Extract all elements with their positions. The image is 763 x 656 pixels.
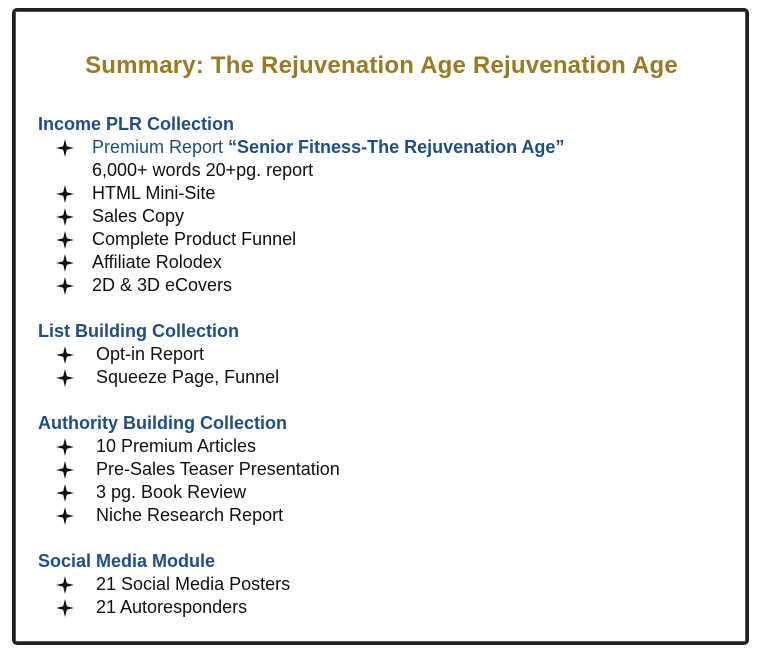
- section-heading-income-plr: Income PLR Collection: [38, 114, 235, 134]
- list-item-detail: 6,000+ words 20+pg. report: [92, 160, 314, 180]
- list-item-label: 3 pg. Book Review: [96, 482, 247, 502]
- four-point-star-icon: [56, 438, 74, 456]
- list-item: [56, 574, 656, 597]
- four-point-star-icon: [56, 277, 74, 295]
- list-item-label: Complete Product Funnel: [92, 229, 297, 249]
- list-item-label: 10 Premium Articles: [96, 436, 257, 456]
- four-point-star-icon: [56, 599, 74, 617]
- list-item-label: Niche Research Report: [96, 505, 284, 525]
- list-item-label: 21 Social Media Posters: [96, 574, 291, 594]
- list-item: [56, 137, 656, 160]
- four-point-star-icon: [56, 254, 74, 272]
- section-heading-authority-building: Authority Building Collection: [38, 413, 287, 433]
- four-point-star-icon: [56, 484, 74, 502]
- page-title: Summary: The Rejuvenation Age Rejuvenation Age: [85, 52, 678, 79]
- list-item-label: 2D & 3D eCovers: [92, 275, 233, 295]
- list-item: [56, 436, 656, 459]
- list-item-label: HTML Mini-Site: [92, 183, 216, 203]
- list-item-label: Sales Copy: [92, 206, 185, 226]
- premium-report-title: “Senior Fitness-The Rejuvenation Age”: [228, 137, 565, 157]
- four-point-star-icon: [56, 231, 74, 249]
- list-item-label: Squeeze Page, Funnel: [96, 367, 280, 387]
- list-item: [56, 275, 656, 298]
- list-item: [56, 344, 656, 367]
- list-item: [56, 459, 656, 482]
- four-point-star-icon: [56, 346, 74, 364]
- list-item: [56, 206, 656, 229]
- list-item: [56, 597, 656, 620]
- four-point-star-icon: [56, 461, 74, 479]
- four-point-star-icon: [56, 208, 74, 226]
- premium-report-label: Premium Report: [92, 137, 229, 157]
- list-item: [56, 505, 656, 528]
- list-item: [56, 183, 656, 206]
- section-heading-list-building: List Building Collection: [38, 321, 239, 341]
- list-item: [56, 229, 656, 252]
- list-item-label: Pre-Sales Teaser Presentation: [96, 459, 340, 479]
- list-item: [56, 367, 656, 390]
- list-item-label: Affiliate Rolodex: [92, 252, 222, 272]
- list-item: [56, 252, 656, 275]
- section-heading-social-media: Social Media Module: [38, 551, 216, 571]
- four-point-star-icon: [56, 369, 74, 387]
- four-point-star-icon: [56, 576, 74, 594]
- four-point-star-icon: [56, 185, 74, 203]
- four-point-star-icon: [56, 507, 74, 525]
- list-item: [56, 482, 656, 505]
- four-point-star-icon: [56, 139, 74, 157]
- list-item-label: Opt-in Report: [96, 344, 205, 364]
- list-item-label: 21 Autoresponders: [96, 597, 248, 617]
